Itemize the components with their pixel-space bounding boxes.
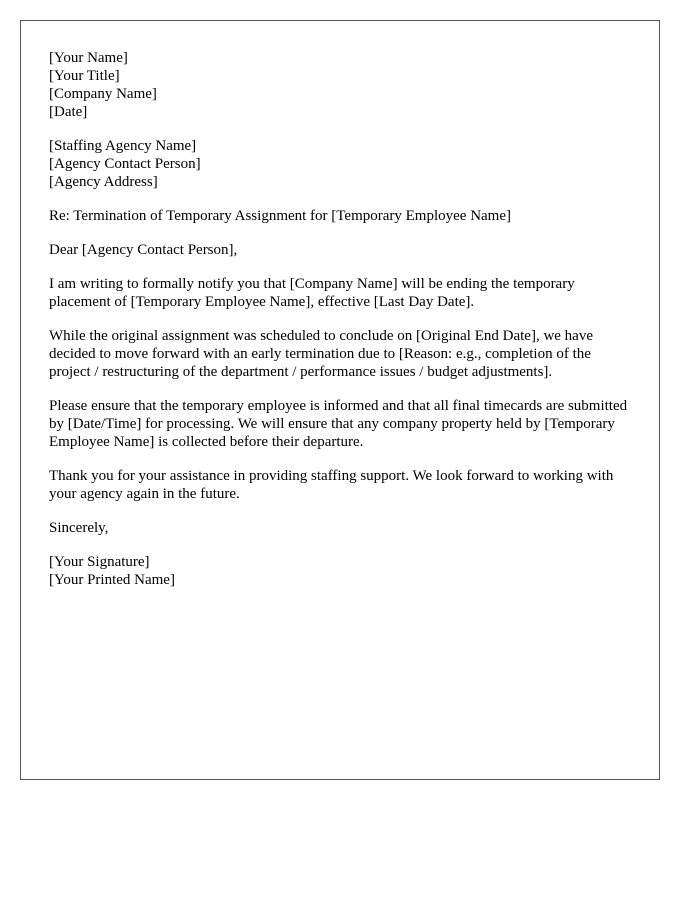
salutation: Dear [Agency Contact Person], bbox=[49, 242, 238, 258]
recipient-address: [Agency Address] bbox=[49, 174, 158, 190]
recipient-agency: [Staffing Agency Name] bbox=[49, 138, 197, 154]
sender-company: [Company Name] bbox=[49, 86, 157, 102]
sender-title: [Your Title] bbox=[49, 68, 120, 84]
body-paragraph: While the original assignment was scheduled to conclude on [Original End Date], we have decided to move forward with an early termination due to [Reason: e.g., completion of the project / restructuring of the department / performance issues / budget adjustments]. bbox=[49, 328, 593, 380]
sender-name: [Your Name] bbox=[49, 50, 128, 66]
subject-line: Re: Termination of Temporary Assignment for [Temporary Employee Name] bbox=[49, 208, 512, 224]
letter-content bbox=[49, 49, 635, 605]
body-paragraph: Please ensure that the temporary employee is informed and that all final timecards are submitted by [Date/Time] for processing. We will ensure that any company property held by [Temporary Employee Name] is collected before their departure. bbox=[49, 398, 628, 450]
sender-block bbox=[49, 49, 635, 121]
signature-block bbox=[49, 553, 635, 589]
letter-date: [Date] bbox=[49, 104, 88, 120]
closing: Sincerely, bbox=[49, 520, 109, 536]
recipient-block bbox=[49, 137, 635, 191]
body-paragraph: Thank you for your assistance in providing staffing support. We look forward to working with your agency again in the future. bbox=[49, 468, 614, 502]
signature-line: [Your Signature] bbox=[49, 554, 150, 570]
printed-name: [Your Printed Name] bbox=[49, 572, 175, 588]
recipient-contact: [Agency Contact Person] bbox=[49, 156, 201, 172]
body-paragraph: I am writing to formally notify you that [Company Name] will be ending the temporary placement of [Temporary Employee Name], effective [Last Day Date]. bbox=[49, 276, 575, 310]
letter-page bbox=[20, 20, 660, 780]
